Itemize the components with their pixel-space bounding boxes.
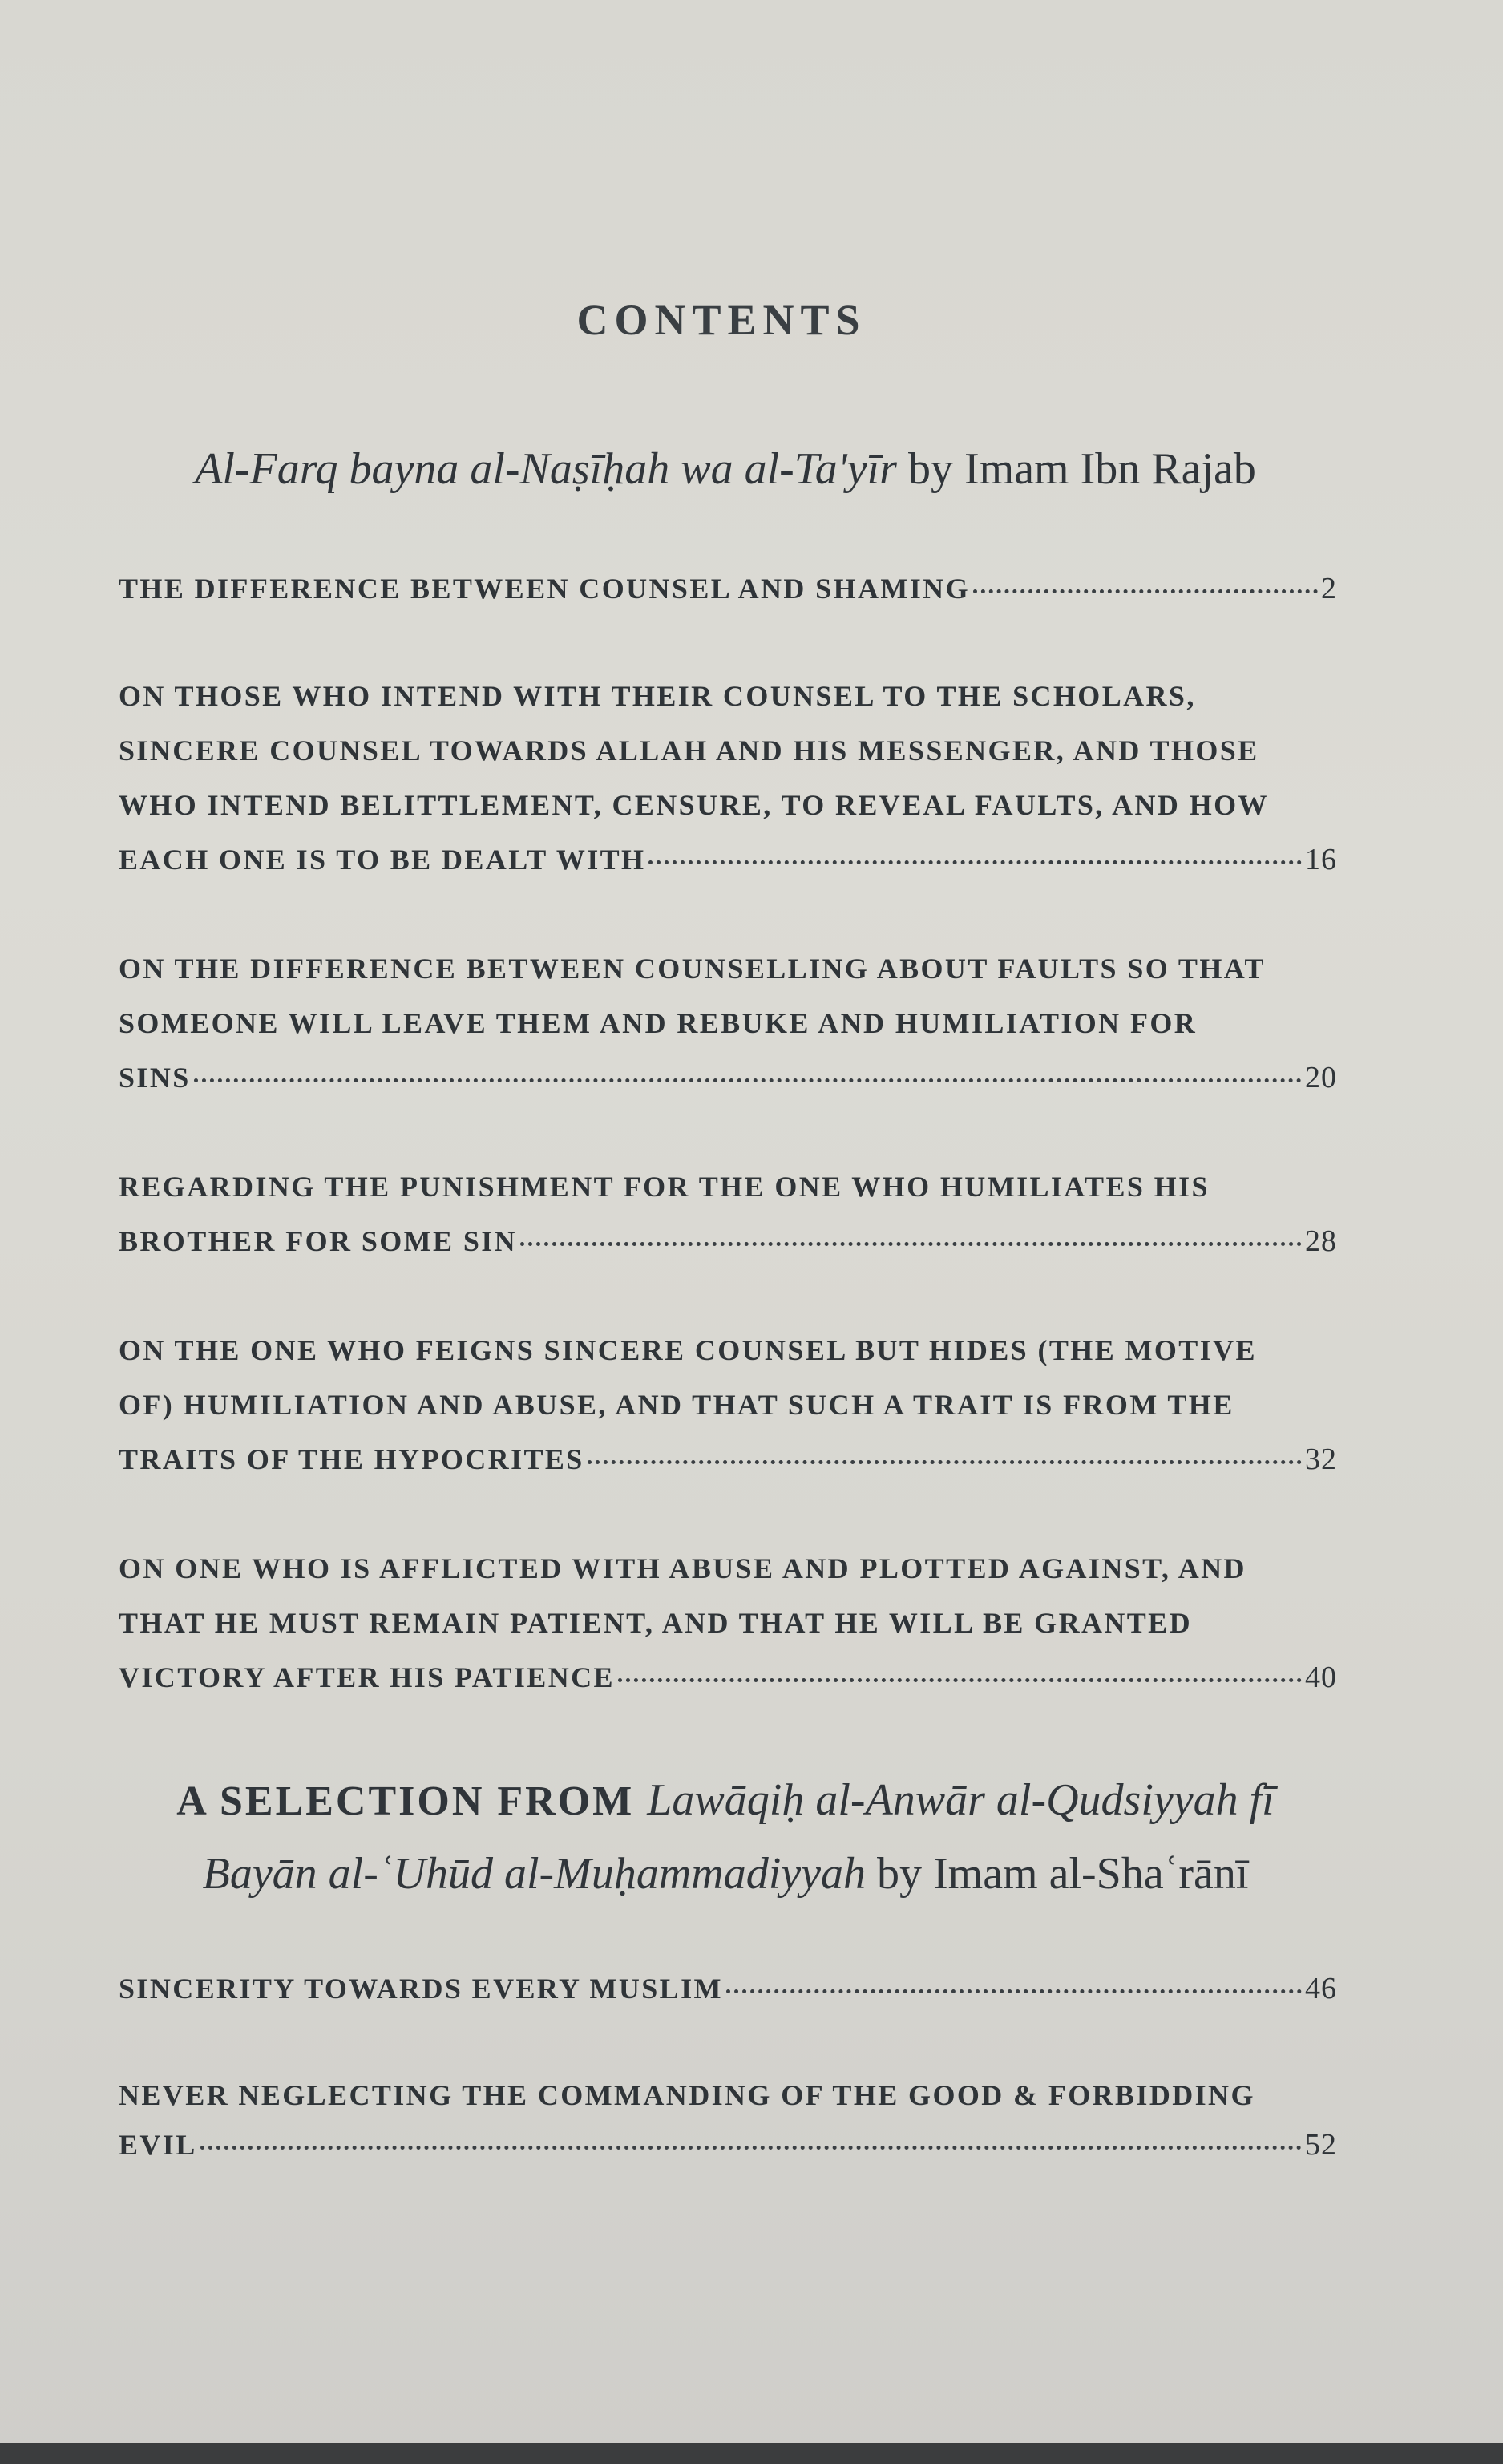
toc-entry[interactable]: [119, 1323, 1337, 1487]
section-heading-ibn-rajab: [120, 433, 1331, 505]
section-title-author: by Imam al-Shaʿrānī: [865, 1849, 1249, 1899]
toc-entry-line: SOMEONE WILL LEAVE THEM AND REBUKE AND HUMILIATION FOR: [119, 1007, 1198, 1039]
toc-entry-text: SINS: [119, 1062, 191, 1094]
toc-page-number: 20: [1305, 1061, 1337, 1094]
section-prefix: A SELECTION FROM: [176, 1778, 648, 1824]
toc-entry[interactable]: [119, 669, 1337, 887]
toc-entry[interactable]: [119, 1159, 1337, 1268]
section-title-italic: Lawāqiḥ al-Anwār al-Qudsiyyah fī: [647, 1775, 1275, 1825]
contents-title: CONTENTS: [576, 296, 867, 344]
dot-leader: [588, 1460, 1302, 1464]
toc-page-number: 40: [1305, 1661, 1337, 1694]
dot-leader: [648, 860, 1302, 864]
dot-leader: [194, 1078, 1302, 1082]
toc-entry-text: SINCERITY TOWARDS EVERY MUSLIM: [119, 1972, 723, 2005]
toc-entry[interactable]: [119, 1541, 1337, 1705]
toc-entry-text: TRAITS OF THE HYPOCRITES: [119, 1443, 584, 1475]
toc-entry-line: WHO INTEND BELITTLEMENT, CENSURE, TO REVEAL FAULTS, AND HOW: [119, 789, 1269, 821]
dot-leader: [618, 1678, 1302, 1682]
toc-page-number: 32: [1305, 1442, 1337, 1476]
dot-leader: [520, 1242, 1302, 1246]
toc-entry-line: ON THE DIFFERENCE BETWEEN COUNSELLING ABOUT FAULTS SO THAT: [119, 953, 1266, 985]
toc-entry[interactable]: [119, 1961, 1337, 2016]
toc-page-number: 16: [1305, 843, 1337, 876]
section-title-italic: Al-Farq bayna al-Naṣīḥah wa al-Ta'yīr: [195, 444, 897, 494]
dot-leader: [200, 2146, 1302, 2150]
toc-entry-line: ON ONE WHO IS AFFLICTED WITH ABUSE AND PLOTTED AGAINST, AND: [119, 1552, 1246, 1584]
toc-entry-line: REGARDING THE PUNISHMENT FOR THE ONE WHO HUMILIATES HIS: [119, 1171, 1210, 1203]
toc-page-number: 46: [1305, 1972, 1337, 2005]
toc-entry-text: EACH ONE IS TO BE DEALT WITH: [119, 844, 646, 876]
toc-entry-line: THAT HE MUST REMAIN PATIENT, AND THAT HE WILL BE GRANTED: [119, 1607, 1192, 1639]
toc-entry-text: EVIL: [119, 2129, 197, 2161]
toc-entry-text: VICTORY AFTER HIS PATIENCE: [119, 1661, 615, 1693]
toc-entry-line: NEVER NEGLECTING THE COMMANDING OF THE GOOD & FORBIDDING: [119, 2079, 1255, 2111]
toc-entry-text: BROTHER FOR SOME SIN: [119, 1225, 518, 1257]
toc-entry-line: ON THE ONE WHO FEIGNS SINCERE COUNSEL BUT HIDES (THE MOTIVE: [119, 1334, 1257, 1366]
toc-entry-line: ON THOSE WHO INTEND WITH THEIR COUNSEL TO THE SCHOLARS,: [119, 680, 1196, 712]
toc-entry-line: SINCERE COUNSEL TOWARDS ALLAH AND HIS MESSENGER, AND THOSE: [119, 734, 1259, 767]
toc-entry-text: THE DIFFERENCE BETWEEN COUNSEL AND SHAMING: [119, 573, 970, 605]
section-title-author: by Imam Ibn Rajab: [896, 444, 1256, 494]
section-heading-sharani: [120, 1764, 1331, 1910]
toc-page-number: 52: [1305, 2128, 1337, 2162]
toc-entry[interactable]: [119, 941, 1337, 1105]
toc-entry[interactable]: [119, 2070, 1337, 2170]
toc-page-number: 2: [1321, 572, 1337, 605]
toc-entry-line: OF) HUMILIATION AND ABUSE, AND THAT SUCH A TRAIT IS FROM THE: [119, 1389, 1234, 1421]
toc-entry[interactable]: [119, 561, 1337, 616]
dot-leader: [726, 1989, 1302, 1993]
dot-leader: [973, 589, 1318, 593]
toc-page-number: 28: [1305, 1224, 1337, 1258]
section-title-italic: Bayān al-ʿUhūd al-Muḥammadiyyah: [202, 1849, 866, 1899]
